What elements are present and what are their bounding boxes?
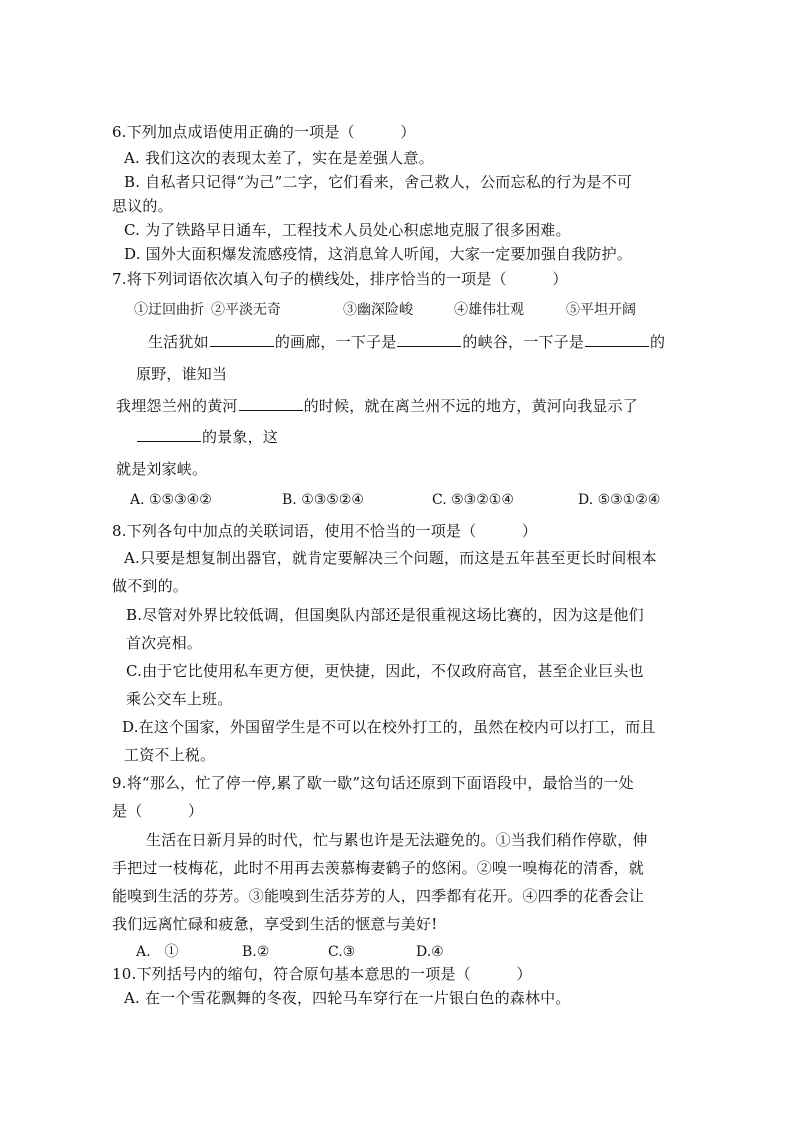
q8-option-c-line1: C.由于它比使用私车更方便，更快捷，因此，不仅政府高官，甚至企业巨头也	[126, 662, 644, 680]
q9-option-c: C.③	[328, 944, 356, 960]
q9-stem-line1: 9.将“那么，忙了停一停,累了歇一歇”这句话还原到下面语段中，最恰当的一处	[112, 774, 634, 792]
q7-blank-5	[137, 427, 201, 442]
q8-option-b-line1: B.尽管对外界比较低调，但国奥队内部还是很重视这场比赛的，因为这是他们	[126, 606, 644, 624]
q10-stem: 10.下列括号内的缩句，符合原句基本意思的一项是（ ）	[112, 965, 532, 983]
q6-option-d: D. 国外大面积爆发流感疫情，这消息耸人听闻，大家一定要加强自我防护。	[124, 245, 633, 263]
q7-text-1d: 的	[650, 333, 666, 351]
q7-text-3b: 的时候，就在离兰州不远的地方，黄河向我显示了	[303, 397, 639, 415]
q9-option-d: D.④	[416, 944, 444, 960]
q6-option-c: C. 为了铁路早日通车，工程技术人员处心积虑地克服了很多困难。	[124, 221, 571, 239]
q7-text-3a: 我埋怨兰州的黄河	[116, 397, 238, 415]
q9-passage-line2: 手把过一枝梅花，此时不用再去羡慕梅妻鹤子的悠闲。②嗅一嗅梅花的清香，就	[112, 859, 645, 877]
q7-word-1: ①迂回曲折	[134, 302, 204, 318]
q7-word-4: ④雄伟壮观	[454, 302, 524, 318]
q7-passage-line3	[116, 396, 638, 416]
q8-option-a-line2: 做不到的。	[112, 577, 189, 595]
q9-option-a: A. ①	[136, 944, 179, 960]
q7-passage-line2: 原野，谁知当	[136, 365, 228, 383]
q7-blank-3	[585, 332, 649, 347]
q7-text-1b: 的画廊，一下子是	[274, 333, 397, 351]
q9-option-b: B.②	[242, 944, 270, 960]
q7-option-d: D. ⑤③①②④	[578, 492, 661, 508]
q8-option-d-line1: D.在这个国家，外国留学生是不可以在校外打工的，虽然在校内可以打工，而且	[122, 718, 656, 736]
q7-word-5: ⑤平坦开阔	[566, 302, 636, 318]
q8-option-d-line2: 工资不上税。	[124, 746, 216, 764]
q7-option-b: B. ①③⑤②④	[282, 492, 364, 508]
q7-word-2: ②平淡无奇	[211, 302, 281, 318]
q6-option-b-line1: B. 自私者只记得“为己”二字，它们看来，舍己救人，公而忘私的行为是不可	[124, 173, 633, 191]
q9-stem-line2: 是（ ）	[112, 802, 204, 820]
q8-option-c-line2: 乘公交车上班。	[126, 690, 233, 708]
q7-text-4: 的景象，这	[202, 428, 279, 446]
q9-passage-line4: 我们远离忙碌和疲惫，享受到生活的惬意与美好!	[112, 915, 438, 933]
q9-passage-line3: 能嗅到生活的芬芳。③能嗅到生活芬芳的人，四季都有花开。④四季的花香会让	[112, 887, 645, 905]
q7-option-a: A. ①⑤③④②	[130, 492, 212, 508]
q7-passage-line1	[148, 332, 665, 352]
q9-passage-line1: 生活在日新月异的时代，忙与累也许是无法避免的。①当我们稍作停歇，伸	[146, 831, 648, 849]
q7-passage-line5: 就是刘家峡。	[116, 460, 208, 478]
q7-stem: 7.将下列词语依次填入句子的横线处，排序恰当的一项是（ ）	[112, 270, 568, 288]
q7-text-1a: 生活犹如	[148, 333, 209, 351]
q8-option-a-line1: A.只要是想复制出器官，就肯定要解决三个问题，而这是五年甚至更长时间根本	[124, 549, 657, 567]
q7-blank-1	[210, 332, 274, 347]
q7-text-1c: 的峡谷，一下子是	[462, 333, 585, 351]
q8-stem: 8.下列各句中加点的关联词语，使用不恰当的一项是（ ）	[112, 522, 538, 540]
q7-blank-2	[397, 332, 461, 347]
q7-passage-line4	[136, 427, 278, 447]
q6-option-b-line2: 思议的。	[112, 197, 173, 215]
q6-option-a: A. 我们这次的表现太差了，实在是差强人意。	[124, 149, 434, 167]
q6-stem: 6.下列加点成语使用正确的一项是（ ）	[112, 123, 416, 141]
q7-option-c: C. ⑤③②①④	[432, 492, 514, 508]
q7-blank-4	[239, 396, 303, 411]
q8-option-b-line2: 首次亮相。	[126, 634, 203, 652]
q10-option-a: A. 在一个雪花飘舞的冬夜，四轮马车穿行在一片银白色的森林中。	[124, 989, 571, 1007]
q7-word-3: ③幽深险峻	[343, 302, 413, 318]
